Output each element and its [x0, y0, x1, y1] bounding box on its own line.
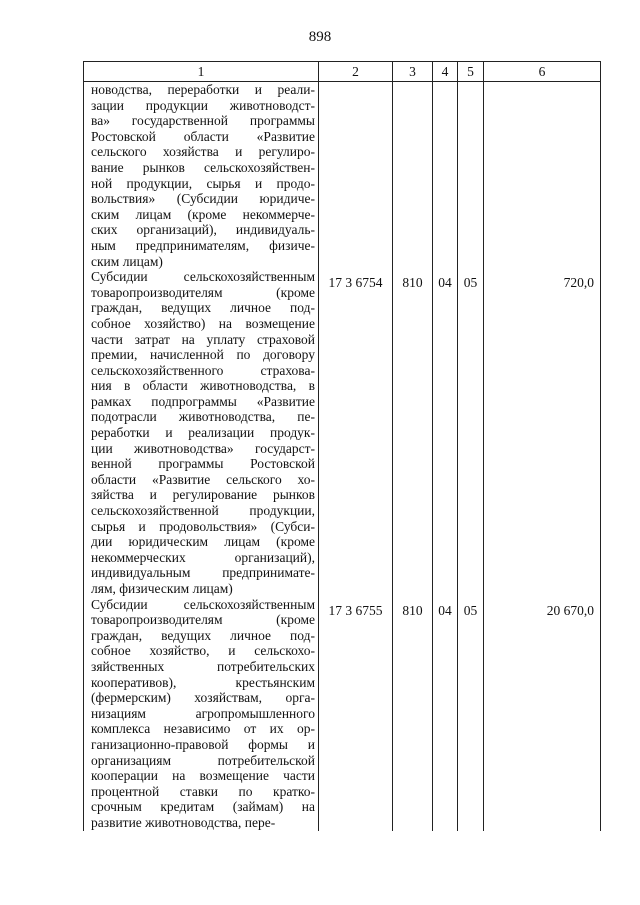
column-header: 2 [319, 62, 393, 82]
description-line: собное хозяйство, и сельскохо- [91, 643, 315, 659]
description-line: срочным кредитам (займам) на [91, 799, 315, 815]
description-line: дии юридическим лицам (кроме [91, 534, 315, 550]
column-header: 4 [433, 62, 458, 82]
description-line: сельского хозяйства и регулиро- [91, 144, 315, 160]
table-row [84, 269, 601, 596]
description-line: области «Развитие сельского хо- [91, 471, 315, 487]
section-cell: 04 [433, 597, 458, 831]
table-row [84, 597, 601, 831]
subsection-cell [458, 82, 484, 270]
description-line: ганизационно-правовой формы и [91, 736, 315, 752]
description-line: кооперации на возмещение части [91, 768, 315, 784]
table-body [84, 82, 601, 831]
description-line: граждан, ведущих личное под- [91, 627, 315, 643]
row-description [84, 597, 319, 831]
description-line: некоммерческих организаций), [91, 549, 315, 565]
description-line: сельскохозяйственной продукции, [91, 503, 315, 519]
section-cell [433, 82, 458, 270]
description-line: товаропроизводителям (кроме [91, 612, 315, 628]
description-line: индивидуальным предпринимате- [91, 565, 315, 581]
subsection-cell: 05 [458, 269, 484, 596]
description-line: вольствия» (Субсидии юридиче- [91, 191, 315, 207]
row-description [84, 269, 319, 596]
table-row [84, 82, 601, 270]
description-line: комплекса независимо от их ор- [91, 721, 315, 737]
page-number: 898 [308, 29, 332, 45]
description-line: ции животноводства» государст- [91, 440, 315, 456]
description-line: новодства, переработки и реали- [91, 82, 315, 97]
subsection-cell: 05 [458, 597, 484, 831]
description-line: ния в области животноводства, в [91, 378, 315, 394]
description-line: зяйственных потребительских [91, 658, 315, 674]
target-article-cell [319, 82, 393, 270]
expense-type-cell: 810 [393, 269, 433, 596]
description-line: лям, физическим лицам) [91, 581, 233, 596]
description-line: сырья и продовольствия» (Субси- [91, 518, 315, 534]
amount-cell: 720,0 [484, 269, 601, 596]
description-line: низациям агропромышленного [91, 705, 315, 721]
description-line: реработки и реализации продук- [91, 425, 315, 441]
description-line: развитие животноводства, пере- [91, 814, 276, 830]
column-header: 6 [484, 62, 601, 82]
amount-cell: 20 670,0 [484, 597, 601, 831]
description-line: венной программы Ростовской [91, 456, 315, 472]
description-line: вание рынков сельскохозяйствен- [91, 159, 315, 175]
description-line: ным предпринимателям, физиче- [91, 237, 315, 253]
expense-type-cell: 810 [393, 597, 433, 831]
description-line: премии, начисленной по договору [91, 347, 315, 363]
description-line: ной продукции, сырья и продо- [91, 175, 315, 191]
description-line: сельскохозяйственного страхова- [91, 362, 315, 378]
column-header: 3 [393, 62, 433, 82]
budget-table [83, 61, 601, 831]
description-line: части затрат на уплату страховой [91, 331, 315, 347]
description-line: организациям потребительской [91, 752, 315, 768]
description-line: зяйства и регулирование рынков [91, 487, 315, 503]
description-line: Субсидии сельскохозяйственным [91, 596, 315, 612]
column-header: 1 [84, 62, 319, 82]
description-line: ским лицам) [91, 253, 163, 269]
target-article-cell: 17 3 6755 [319, 597, 393, 831]
description-line: подотрасли животноводства, пе- [91, 409, 315, 425]
row-description [84, 82, 319, 270]
description-line: зации продукции животноводст- [91, 97, 315, 113]
header-row [84, 62, 601, 82]
description-line: ских организаций), индивидуаль- [91, 222, 315, 238]
description-line: Ростовской области «Развитие [91, 128, 315, 144]
description-line: (фермерским) хозяйствам, орга- [91, 690, 315, 706]
description-line: Субсидии сельскохозяйственным [91, 269, 315, 285]
column-header: 5 [458, 62, 484, 82]
description-line: ва» государственной программы [91, 113, 315, 129]
description-line: граждан, ведущих личное под- [91, 300, 315, 316]
description-line: собное хозяйство) на возмещение [91, 315, 315, 331]
section-cell: 04 [433, 269, 458, 596]
description-line: ским лицам (кроме некоммерче- [91, 206, 315, 222]
description-line: кооперативов), крестьянским [91, 674, 315, 690]
expense-type-cell [393, 82, 433, 270]
description-line: процентной ставки по кратко- [91, 783, 315, 799]
target-article-cell: 17 3 6754 [319, 269, 393, 596]
amount-cell [484, 82, 601, 270]
description-line: товаропроизводителям (кроме [91, 284, 315, 300]
description-line: рамках подпрограммы «Развитие [91, 393, 315, 409]
